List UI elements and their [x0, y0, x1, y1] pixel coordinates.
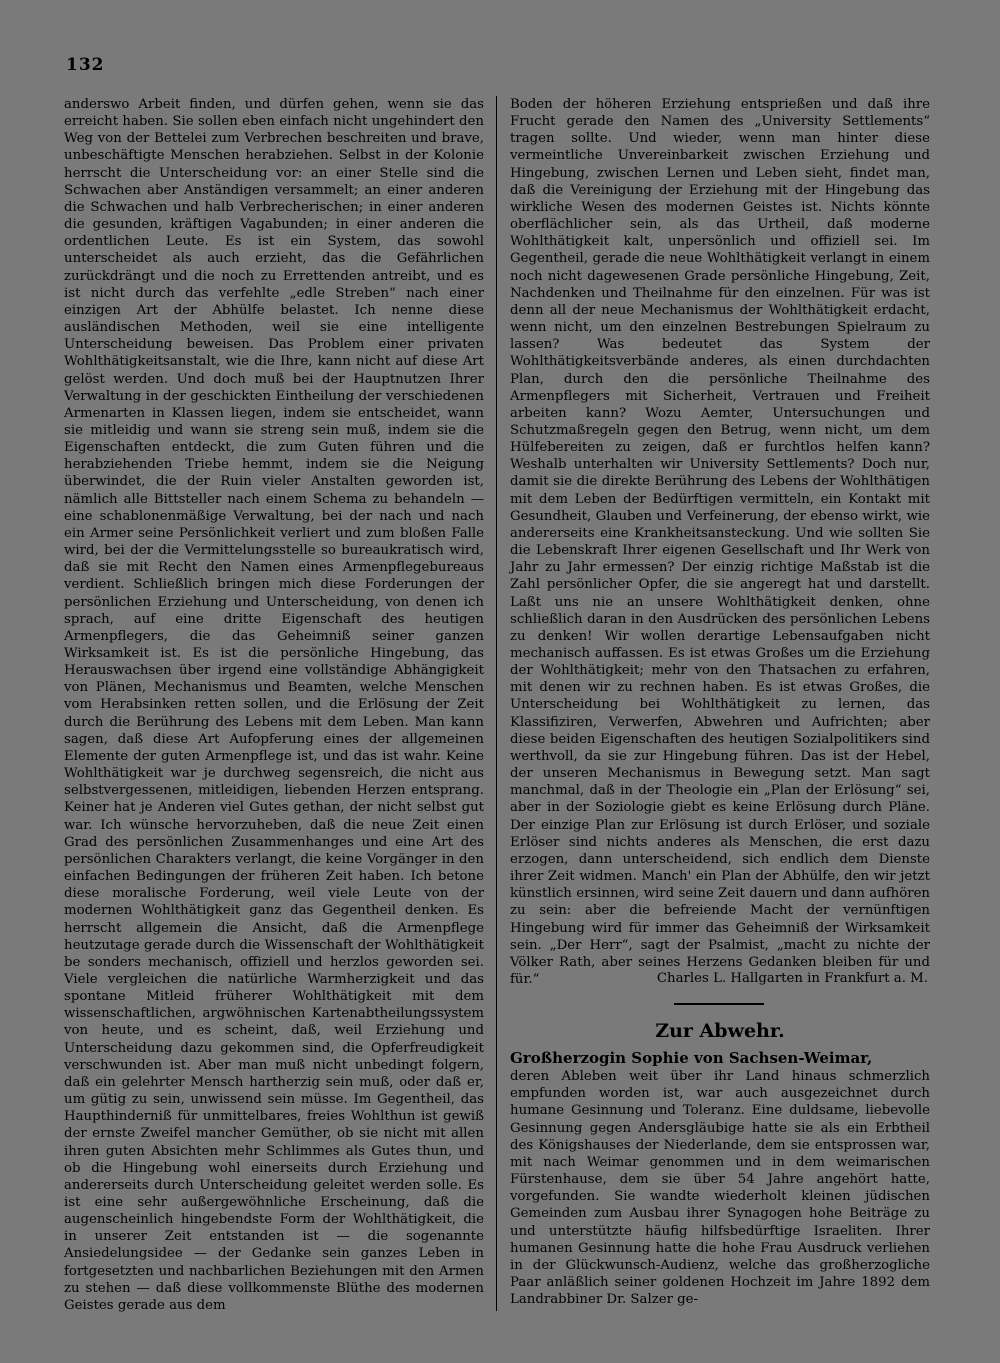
- right-column-text: Boden der höheren Erziehung entsprießen und daß ihre Frucht gerade den Namen des „University Settlements“ tragen sollte. Und wieder, wenn man hinter diese vermeintliche Unvereinbarkeit zwischen Erziehung und Hingebung, zwischen Lernen und Leben sieht, findet man, daß die Vereinigung der Erziehung mit der Hingebung das wirkliche Wesen des modernen Geistes ist. Nichts könnte oberflächlicher sein, als das Urtheil, daß moderne Wohlthätigkeit kalt, unpersönlich und offiziell sei. Im Gegentheil, gerade die neue Wohlthätigkeit verlangt in einem noch nicht dagewesenen Grade persönliche Hingebung, Zeit, Nachdenken und Theilnahme für den einzelnen. Für was ist denn all der neue Mechanismus der Wohlthätigkeit erdacht, wenn nicht, um den einzelnen Bestrebungen Spielraum zu lassen? Was bedeutet das System der Wohlthätigkeitsverbände anderes, als einen durchdachten Plan, durch den die persönliche Theilnahme des Armenpflegers mit Sicherheit, Vertrauen und Freiheit arbeiten kann? Wozu Aemter, Untersuchungen und Schutzmaßregeln gegen den Betrug, wenn nicht, um dem Hülfebereiten zu zeigen, daß er furchtlos helfen kann? Weshalb unterhalten wir University Settlements? Doch nur, damit sie die direkte Berührung des Lebens der Wohlthätigen mit dem Leben der Bedürftigen vermitteln, ein Kontakt mit Gesundheit, Glauben und Verfeinerung, der ebenso wirkt, wie andererseits eine Krankheitsansteckung. Und wie sollten Sie die Lebenskraft Ihrer eigenen Gesellschaft und Ihr Werk von Jahr zu Jahr ermessen? Der einzig richtige Maßstab ist die Zahl persönlicher Opfer, die sie angeregt hat und darstellt. Laßt uns nie an unsere Wohlthätigkeit denken, ohne schließlich daran in den Ausdrücken des persönlichen Lebens zu denken! Wir wollen derartige Lebensaufgaben nicht mechanisch auffassen. Es ist etwas Großes um die Erziehung der Wohlthätigkeit; mehr von den Thatsachen zu erfahren, mit denen wir zu rechnen haben. Es ist etwas Großes, die Unterscheidung bei Wohlthätigkeit zu lernen, das Klassifiziren, Verwerfen, Abwehren und Aufrichten; aber diese beiden Eigenschaften des heutigen Sozialpolitikers sind werthvoll, da sie zur Hingebung führen. Das ist der Hebel, der unseren Mechanismus in Bewegung setzt. Man sagt manchmal, daß in der Theologie ein „Plan der Erlösung“ sei, aber in der Soziologie giebt es keine Erlösung durch Pläne. Der einzige Plan zur Erlösung ist durch Erlöser, und soziale Erlöser sind nichts anderes als Menschen, die erst dazu erzogen, dann unterscheidend, sich endlich dem Dienste ihrer Zeit widmen. Manch' ein Plan der Abhülfe, den wir jetzt künstlich ersinnen, wird seine Zeit dauern und dann aufhören zu sein: aber die befreiende Macht der vernünftigen Hingebung wird für immer das Geheimniß der Wirksamkeit sein. „Der Herr“, sagt der Psalmist, „macht zu nichte der Völker Rath, aber seines Herzens Gedanken bleiben für und für.“: [510, 97, 930, 987]
- article-paragraph: [510, 1050, 930, 1308]
- section-title: Zur Abwehr.: [655, 1020, 785, 1042]
- signature: Charles L. Hallgarten in Frankfurt a. M.: [656, 971, 928, 986]
- left-column-text: anderswo Arbeit finden, und dürfen gehen, wenn sie das erreicht haben. Sie sollen eben einfach nicht ungehindert den Weg von der Bettelei zum Verbrechen beschreiten und brave, unbeschäftigte Menschen herabziehen. Selbst in der Kolonie herrscht die Unterscheidung vor: an einer Stelle sind die Schwachen aber Anständigen versammelt; an einer anderen die Schwachen und halb Verbrecherischen; in einer anderen die gesunden, kräftigen Vagabunden; in einer anderen die ordentlichen Leute. Es ist ein System, das sowohl unterscheidet als auch erzieht, das die Gefährlichen zurückdrängt und die noch zu Errettenden antreibt, und es ist nicht durch das verfehlte „edle Streben“ nach einer einzigen Art der Abhülfe belastet. Ich nenne diese ausländischen Methoden, weil sie eine intelligente Unterscheidung beweisen. Das Problem einer privaten Wohlthätigkeitsanstalt, wie die Ihre, kann nicht auf diese Art gelöst werden. Und doch muß bei der Hauptnutzen Ihrer Verwaltung in der geschickten Eintheilung der verschiedenen Armenarten in Klassen liegen, indem sie entscheidet, wann sie mitleidig und wann sie streng sein muß, indem sie die Eigenschaften entdeckt, die zum Guten führen und die herabziehenden Triebe hemmt, indem sie die Neigung überwindet, die der Ruin vieler Anstalten geworden ist, nämlich alle Bittsteller nach einem Schema zu behandeln — eine schablonenmäßige Verwaltung, bei der nach und nach ein Armer seine Persönlichkeit verliert und zum bloßen Falle wird, bei der die Vermittelungsstelle so bureaukratisch wird, daß sie mit Recht den Namen eines Armenpflegebureaus verdient. Schließlich bringen mich diese Forderungen der persönlichen Erziehung und Unterscheidung, von denen ich sprach, auf eine dritte Eigenschaft des heutigen Armenpflegers, die das Geheimniß seiner ganzen Wirksamkeit ist. Es ist die persönliche Hingebung, das Herauswachsen über irgend eine vollständige Abhängigkeit von Plänen, Mechanismus und Beamten, welche Menschen vom Herabsinken retten sollen, und die Erlösung der Zeit durch die Berührung des Lebens mit dem Leben. Man kann sagen, daß diese Art Aufopferung eines der allgemeinen Elemente der guten Armenpflege ist, und das ist wahr. Keine Wohlthätigkeit war je durchweg segensreich, die nicht aus selbstvergessenen, mitleidigen, liebenden Herzen entsprang. Keiner hat je Anderen viel Gutes gethan, der nicht selbst gut war. Ich wünsche hervorzuheben, daß die neue Zeit einen Grad des persönlichen Zusammenhanges und eine Art des persönlichen Charakters verlangt, die keine Vorgänger in den einfachen Bedingungen der früheren Zeit haben. Ich betone diese moralische Forderung, weil viele Leute von der modernen Wohlthätigkeit ganz das Gegentheil denken. Es herrscht allgemein die Ansicht, daß die Armenpflege heutzutage gerade durch die Wissenschaft der Wohlthätigkeit be sonders mechanisch, offiziell und herzlos geworden sei. Viele vergleichen die natürliche Warmherzigkeit und das spontane Mitleid früherer Wohlthätigkeit mit dem wissenschaftlichen, argwöhnischen Kartenabtheilungssystem von heute, und es scheint, daß, weil Erziehung und Unterscheidung dazu gekommen sind, die Opferfreudigkeit verschwunden ist. Aber man muß nicht unbedingt folgern, daß ein gelehrter Mensch hartherzig sein muß, oder daß er, um gütig zu sein, unwissend sein müsse. Im Gegentheil, das Haupthinderniß für unmittelbares, freies Wohlthun ist gewiß der ernste Zweifel mancher Gemüther, ob sie nicht mit allen ihren guten Absichten mehr Schlimmes als Gutes thun, und ob die Hingebung wohl einerseits durch Erziehung und andererseits durch Unterscheidung geleitet werden solle. Es ist eine sehr außergewöhnliche Erscheinung, daß die augenscheinlich hingebendste Form der Wohlthätigkeit, die in unserer Zeit entstanden ist — die sogenannte Ansiedelungsidee — der Gedanke sein ganzes Leben in fortgesetzten und nachbarlichen Beziehungen mit den Armen zu stehen — daß diese vollkommenste Blüthe des modernen Geistes gerade aus dem: [64, 97, 484, 1313]
- column-divider: [496, 96, 497, 1311]
- right-column: [510, 96, 930, 988]
- page-number: 132: [66, 55, 105, 75]
- article-body: deren Ableben weit über ihr Land hinaus schmerzlich empfunden worden ist, war auch ausgezeichnet durch humane Gesinnung und Toleranz. Eine duldsame, liebevolle Gesinnung gegen Andersgläubige hatte sie als ein Erbtheil des Königshauses der Niederlande, dem sie entsprossen war, mit nach Weimar genommen und in dem weimarischen Fürstenhause, dem sie über 54 Jahre angehört hatte, vorgefunden. Sie wandte wiederholt kleinen jüdischen Gemeinden zum Ausbau ihrer Synagogen hohe Beiträge zu und unterstützte häufig hilfsbedürftige Israeliten. Ihrer humanen Gesinnung hatte die hohe Frau Ausdruck verliehen in der Glückwunsch-Audienz, welche das großherzogliche Paar anläßlich seiner goldenen Hochzeit im Jahre 1892 dem Landrabbiner Dr. Salzer ge-: [510, 1069, 930, 1308]
- article-lead: Großherzogin Sophie von Sachsen-Weimar,: [510, 1049, 873, 1067]
- section-divider: [674, 1003, 764, 1005]
- left-column: [64, 96, 484, 1314]
- article: [510, 1050, 930, 1308]
